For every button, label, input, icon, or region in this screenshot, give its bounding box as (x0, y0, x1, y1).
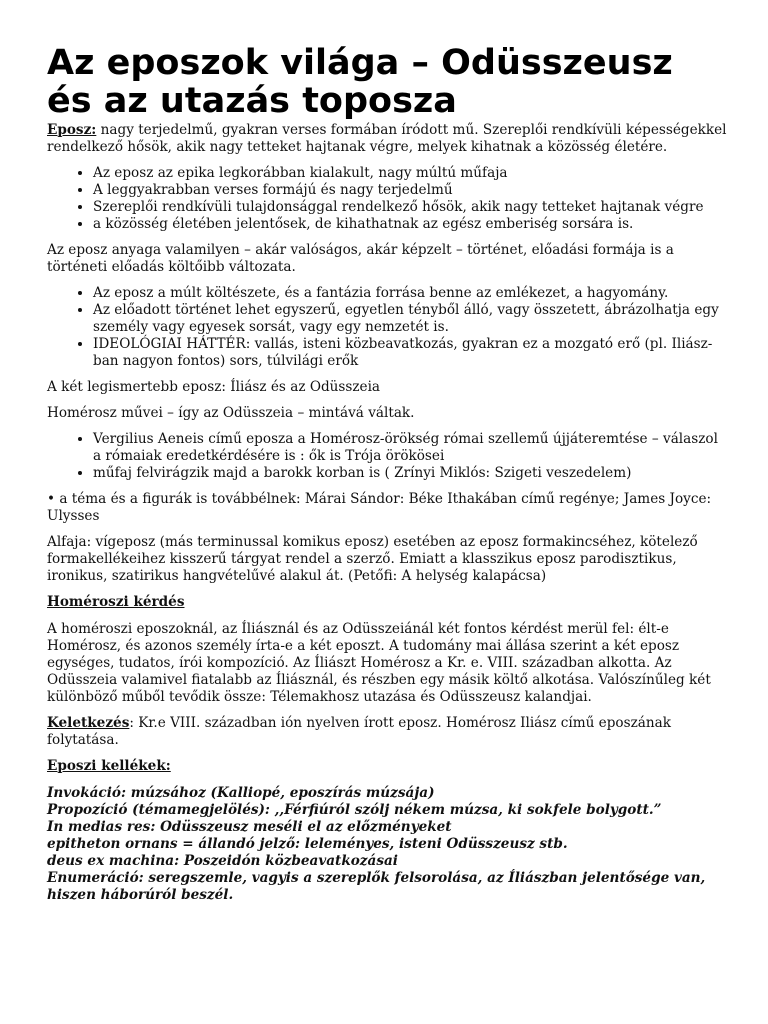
keletkezes-paragraph (47, 715, 727, 749)
kellek-item: Enumeráció: seregszemle, vagyis a szereplők felsorolása, az Íliászban jelentősége van, hiszen háborúról beszél. (47, 870, 706, 903)
document-page (47, 44, 727, 904)
homerosz-muvei-paragraph: Homérosz művei – így az Odüsszeia – mintává váltak. (47, 405, 415, 421)
tema-paragraph: • a téma és a figurák is továbbélnek: Márai Sándor: Béke Ithakában című regénye; James Joyce: Ulysses (47, 491, 712, 524)
eposz-definition: nagy terjedelmű, gyakran verses formában íródott mű. Szereplői rendkívüli képességekkel rendelkező hősök, akik nagy tetteket hajtanak végre, melyek kihatnak a közösség életére. (47, 122, 727, 155)
ket-eposz-paragraph: A két legismertebb eposz: Íliász és az Odüsszeia (47, 379, 381, 395)
kellek-item: In medias res: Odüsszeusz meséli el az előzményeket (47, 819, 452, 835)
anyag-paragraph: Az eposz anyaga valamilyen – akár valóságos, akár képzelt – történet, előadási formája is a történeti előadás költőibb változata. (47, 242, 674, 275)
keletkezes-text: : Kr.e VIII. században ión nyelven írott eposz. Homérosz Iliász című eposzának folytatása. (47, 715, 671, 748)
list-item: • Vergilius Aeneis című eposza a Homérosz-örökség római szellemű újjáteremtése – válaszol a rómaiak eredetkérdésére is : ők is Trója örökösei (93, 431, 727, 465)
kellek-item: deus ex machina: Poszeidón közbeavatkozásai (47, 853, 398, 869)
eposzi-kellekek-heading: Eposzi kellékek: (47, 758, 171, 774)
kellek-item: Propozíció (témamegjelölés): ,,Férfiúról szólj nékem múzsa, ki sokfele bolygott.” (47, 802, 662, 818)
kellek-item: Invokáció: múzsához (Kalliopé, eposzírás múzsája) (47, 785, 435, 801)
eposz-term: Eposz: (47, 122, 97, 138)
page-title: Az eposzok világa – Odüsszeusz és az utazás toposza (47, 43, 673, 121)
list-item: • Az eposz az epika legkorábban kialakult, nagy múltú műfaja (93, 165, 727, 182)
list-item: • műfaj felvirágzik majd a barokk korban is ( Zrínyi Miklós: Szigeti veszedelem) (93, 465, 727, 482)
eposzi-kellekek-list (47, 785, 727, 904)
list-item: • a közösség életében jelentősek, de kihathatnak az egész emberiség sorsára is. (93, 216, 727, 233)
list-item: • IDEOLÓGIAI HÁTTÉR: vallás, isteni közbeavatkozás, gyakran ez a mozgató erő (pl. Iliász-ban nagyon fontos) sors, túlvilági erők (93, 336, 727, 370)
eposz-features-list (47, 165, 727, 233)
homeroszi-kerdes-heading: Homéroszi kérdés (47, 594, 185, 610)
list-item: • Az előadott történet lehet egyszerű, egyetlen tényből álló, vagy összetett, ábrázolhatja egy személy vagy egyesek sorsát, vagy egy nemzetét is. (93, 302, 727, 336)
list-item: • Az eposz a múlt költészete, és a fantázia forrása benne az emlékezet, a hagyomány. (93, 285, 727, 302)
intro-paragraph (47, 122, 727, 156)
list-item: • Szereplői rendkívüli tulajdonsággal rendelkező hősök, akik nagy tetteket hajtanak végre (93, 199, 727, 216)
keletkezes-term: Keletkezés (47, 715, 130, 731)
homeroszi-kerdes-paragraph: A homéroszi eposzoknál, az Íliásznál és az Odüsszeiánál két fontos kérdést merül fel: élt-e Homérosz, és azonos személy írta-e a két eposzt. A tudomány mai állása szerint a két eposz egységes, tudatos, írói kompozíció. Az Íliászt Homérosz a Kr. e. VIII. században alkotta. Az Odüsszeia valamivel fiatalabb az Íliásznál, és részben egy másik költő alkotása. Valószínűleg két különböző műből tevődik össze: Télemakhosz utazása és Odüsszeusz kalandjai. (47, 621, 711, 705)
list-item: • A leggyakrabban verses formájú és nagy terjedelmű (93, 182, 727, 199)
alfaja-paragraph: Alfaja: vígeposz (más terminussal komikus eposz) esetében az eposz formakincséhez, kötelező formakellékeihez kisszerű tárgyat rendel a szerző. Emiatt a klasszikus eposz parodisztikus, ironikus, szatirikus hangvételűvé alakul át. (Petőfi: A helység kalapácsa) (47, 534, 698, 584)
eposz-content-list (47, 285, 727, 370)
kellek-item: epitheton ornans = állandó jelző: leleményes, isteni Odüsszeusz stb. (47, 836, 568, 852)
hatas-list (47, 431, 727, 482)
